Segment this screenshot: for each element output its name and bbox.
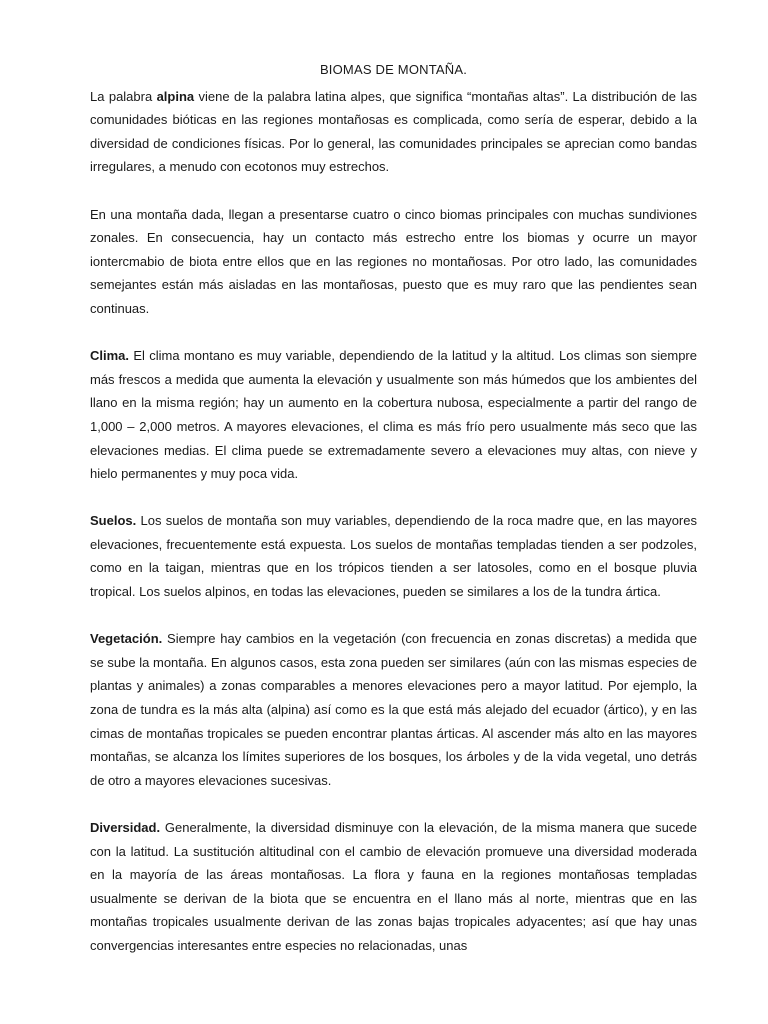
paragraph-body-text: En una montaña dada, llegan a presentarse cuatro o cinco biomas principales con muchas sundiviones zonales. En consecuencia, hay un contacto más estrecho entre los biomas y ocurre un mayor iontercmabio de biota entre ellos que en las regiones no montañosas. Por otro lado, las comunidades semejantes están más aisladas en las montañosas, puesto que es muy raro que las pendientes sean continuas.: [90, 206, 697, 316]
paragraph-suelos: [90, 509, 697, 603]
paragraph-body-text: viene de la palabra latina alpes, que significa “montañas altas”. La distribución de las comunidades bióticas en las regiones montañosas es complicada, como sería de esperar, debido a la diversidad de condiciones físicas. Por lo general, las comunidades principales se aprecian como bandas irregulares, a menudo con ecotonos muy estrechos.: [90, 88, 697, 175]
paragraph-body-text: Siempre hay cambios en la vegetación (con frecuencia en zonas discretas) a medida que se sube la montaña. En algunos casos, esta zona pueden ser similares (aún con las mismas especies de plantas y animales) a zonas comparables a menores elevaciones pero a mayor latitud. Por ejemplo, la zona de tundra es la más alta (alpina) así como es la que está más alejado del ecuador (ártico), y en las cimas de montañas tropicales se pueden encontrar plantas árticas. Al ascender más alto en las mayores montañas, se alcanza los límites superiores de los bosques, los árboles y de la vida vegetal, uno detrás de otro a mayores elevaciones sucesivas.: [90, 631, 697, 788]
paragraph-clima: [90, 344, 697, 486]
paragraph-body-text: Los suelos de montaña son muy variables, dependiendo de la roca madre que, en las mayores elevaciones, frecuentemente está expuesta. Los suelos de montañas templadas tienden a ser podzoles, como en la taigan, mientras que en los trópicos tienden a ser latosoles, como en el bosque pluvia tropical. Los suelos alpinos, en todas las elevaciones, pueden se similares a los de la tundra ártica.: [90, 513, 697, 600]
paragraph-lead-text: La palabra: [90, 88, 157, 104]
term-alpina: alpina: [156, 88, 195, 104]
paragraph-diversidad: [90, 816, 697, 958]
paragraph-biomes: [90, 203, 697, 321]
paragraph-body-text: Generalmente, la diversidad disminuye con la elevación, de la misma manera que sucede con la latitud. La sustitución altitudinal con el cambio de elevación promueve una diversidad moderada en la mayoría de las áreas montañosas. La flora y fauna en la regiones montañosas templadas usualmente se derivan de la biota que se encuentra en el llano más al norte, mientras que en las montañas tropicales usualmente derivan de las zonas bajas tropicales adyacentes; así que hay unas convergencias interesantes entre especies no relacionadas, unas: [90, 820, 697, 953]
paragraph-body-text: El clima montano es muy variable, dependiendo de la latitud y la altitud. Los climas son siempre más frescos a medida que aumenta la elevación y usualmente son más húmedos que los ambientes del llano en la misma región; hay un aumento en la cobertura nubosa, especialmente a partir del rango de 1,000 – 2,000 metros. A mayores elevaciones, el clima es más frío pero usualmente más seco que las elevaciones medias. El clima puede se extremadamente severo a elevaciones muy altas, con nieve y hielo permanentes y muy poca vida.: [90, 348, 697, 482]
paragraph-intro: [90, 85, 697, 179]
section-heading-diversidad: Diversidad.: [90, 820, 161, 835]
section-heading-suelos: Suelos.: [90, 513, 137, 529]
section-heading-clima: Clima.: [90, 348, 130, 364]
document-page: [90, 58, 697, 981]
section-heading-vegetacion: Vegetación.: [90, 631, 163, 647]
document-title: BIOMAS DE MONTAÑA.: [319, 62, 468, 77]
paragraph-vegetacion: [90, 627, 697, 792]
